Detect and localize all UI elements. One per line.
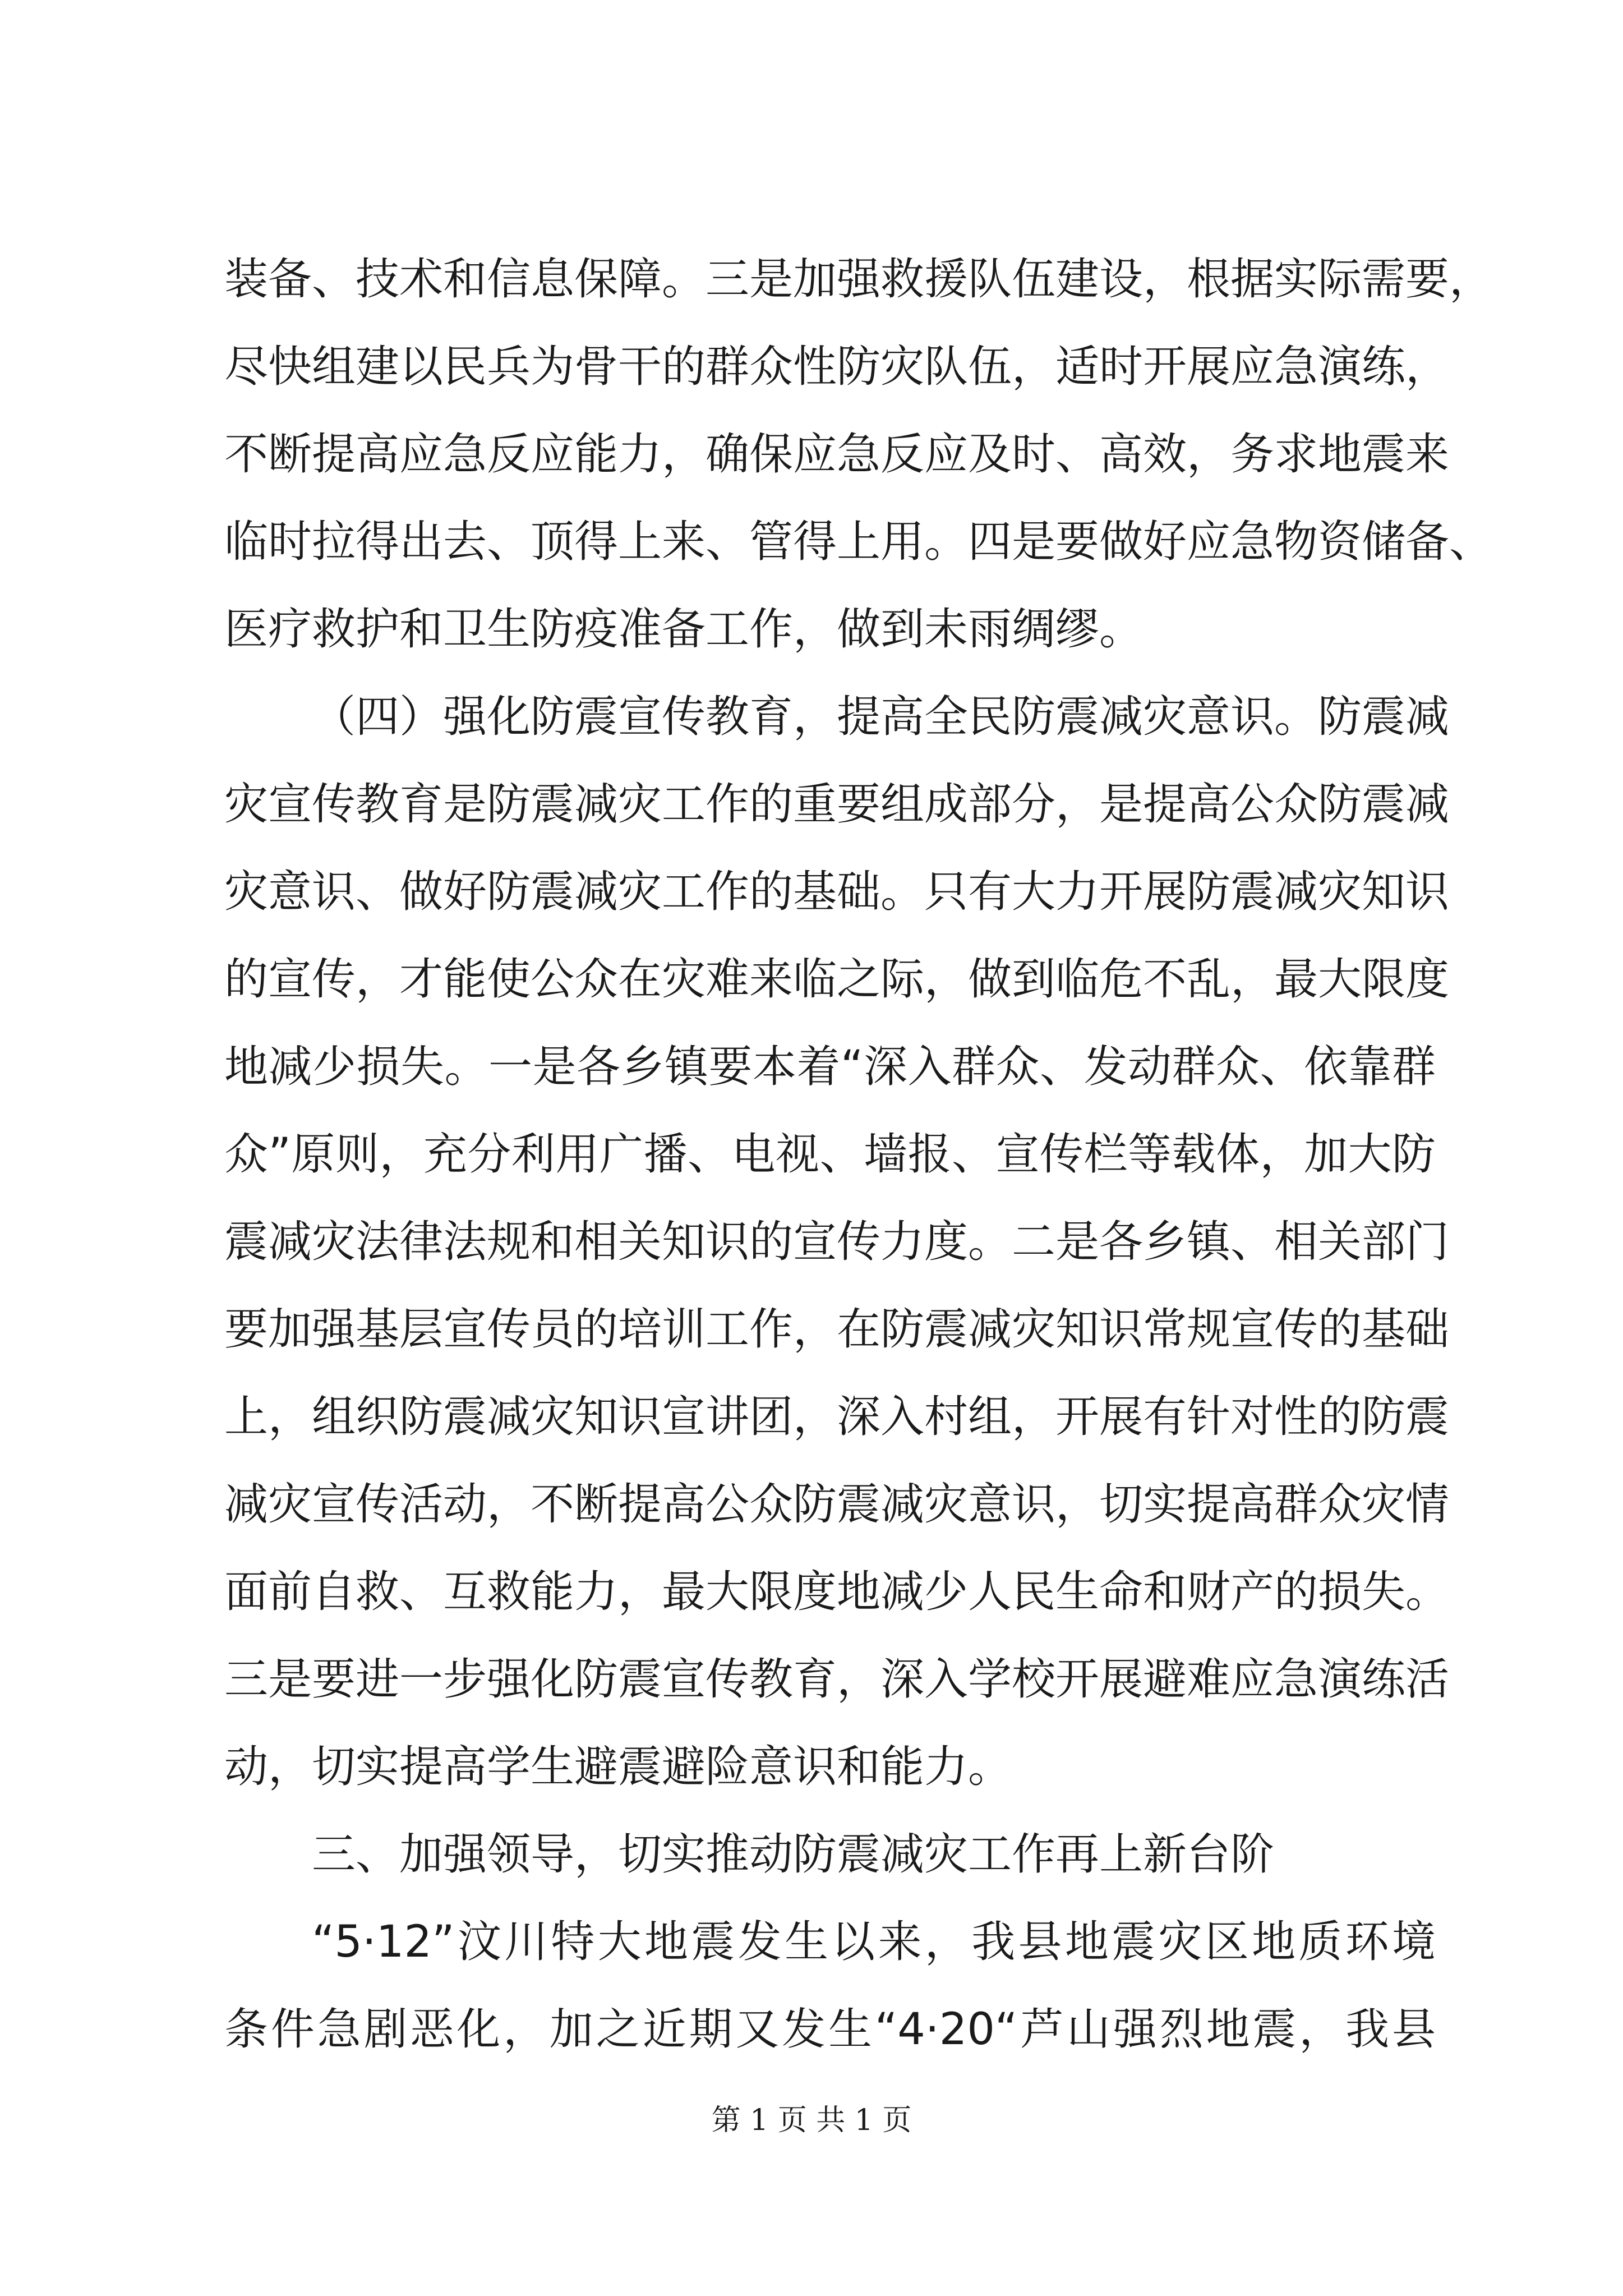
text-line: 条件急剧恶化，加之近期又发生“4·20“芦山强烈地震，我县 [224,2004,1436,2055]
text-line: 尽快组建以民兵为骨干的群众性防灾队伍，适时开展应急演练， [224,342,1450,392]
text-line: 临时拉得出去、顶得上来、管得上用。四是要做好应急物资储备、 [224,517,1493,567]
text-line: 众”原则，充分利用广播、电视、墙报、宣传栏等载体，加大防 [224,1129,1436,1180]
text-line: 要加强基层宣传员的培训工作，在防震减灾知识常规宣传的基础 [224,1304,1450,1355]
text-line: 灾宣传教育是防震减灾工作的重要组成部分，是提高公众防震减 [224,779,1450,830]
text-line: 动，切实提高学生避震避险意识和能力。 [224,1742,1012,1792]
text-line: 减灾宣传活动，不断提高公众防震减灾意识，切实提高群众灾情 [224,1479,1450,1530]
paragraph-first-line: “5·12”汶川特大地震发生以来，我县地震灾区地质环境 [312,1917,1436,1967]
section-heading: 三、加强领导，切实推动防震减灾工作再上新台阶 [312,1829,1275,1880]
text-line: 上，组织防震减灾知识宣讲团，深入村组，开展有针对性的防震 [224,1392,1450,1442]
text-line: 地减少损失。一是各乡镇要本着“深入群众、发动群众、依靠群 [224,1042,1436,1092]
text-line: 面前自救、互救能力，最大限度地减少人民生命和财产的损失。 [224,1567,1450,1617]
text-line: 震减灾法律法规和相关知识的宣传力度。二是各乡镇、相关部门 [224,1217,1450,1267]
body-text [224,236,1493,2073]
text-line: 不断提高应急反应能力，确保应急反应及时、高效，务求地震来 [224,429,1450,480]
text-line: 灾意识、做好防震减灾工作的基础。只有大力开展防震减灾知识 [224,867,1450,917]
text-line: 的宣传，才能使公众在灾难来临之际，做到临危不乱，最大限度 [224,954,1450,1005]
text-line: 三是要进一步强化防震宣传教育，深入学校开展避难应急演练活 [224,1654,1450,1705]
page-number-footer: 第 1 页 共 1 页 [711,2104,912,2137]
text-line: 装备、技术和信息保障。三是加强救援队伍建设，根据实际需要， [224,254,1493,305]
paragraph-first-line: （四）强化防震宣传教育，提高全民防震减灾意识。防震减 [312,692,1450,742]
text-line: 医疗救护和卫生防疫准备工作，做到未雨绸缪。 [224,604,1144,655]
